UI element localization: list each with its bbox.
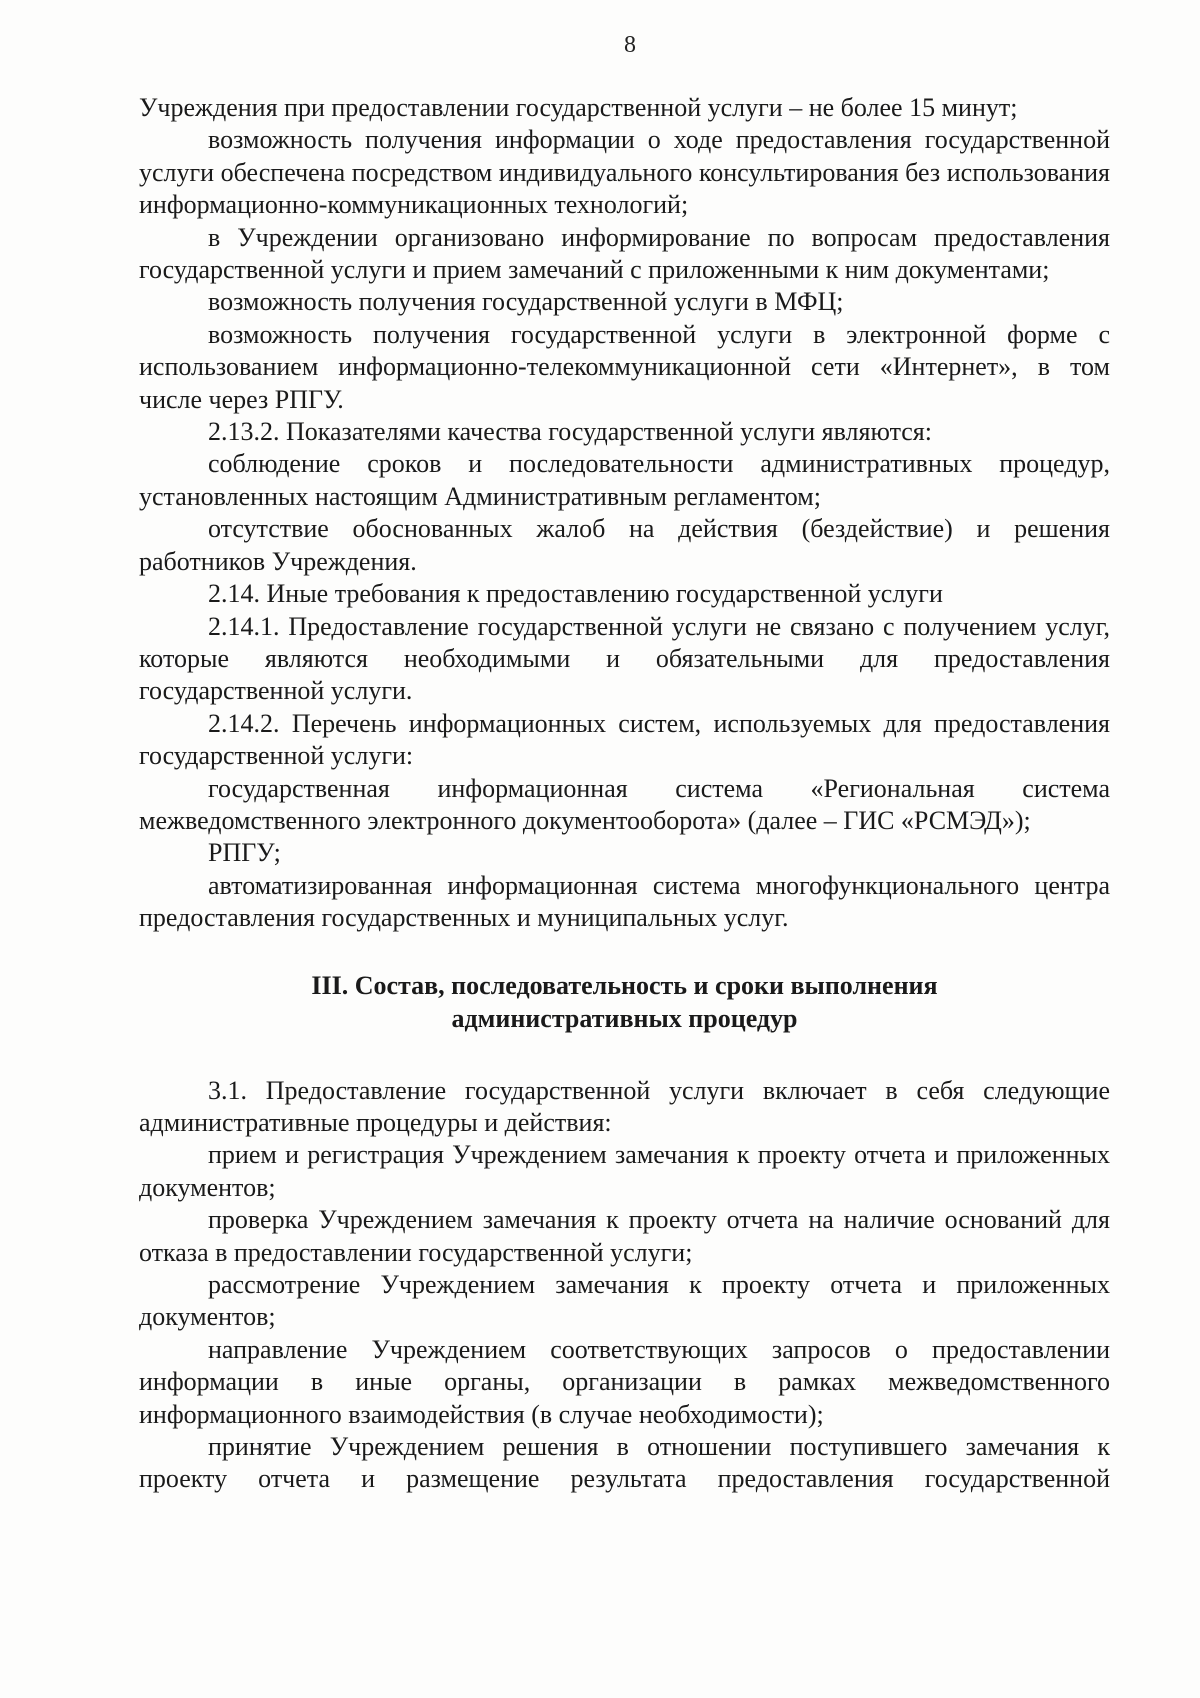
paragraph: 3.1. Предоставление государственной услуги включает в себя следующие административные процедуры и действия: <box>139 1075 1110 1137</box>
paragraph: 2.13.2. Показателями качества государственной услуги являются: <box>208 417 932 447</box>
paragraph: рассмотрение Учреждением замечания к проекту отчета и приложенных документов; <box>139 1270 1110 1332</box>
paragraph: 2.14. Иные требования к предоставлению государственной услуги <box>208 579 943 609</box>
section-heading-line: административных процедур <box>451 1003 798 1033</box>
paragraph: Учреждения при предоставлении государственной услуги – не более 15 минут; <box>139 93 1018 122</box>
paragraph: автоматизированная информационная система многофункционального центра предоставления государственных и муниципальных услуг. <box>139 870 1110 933</box>
paragraph: направление Учреждением соответствующих запросов о предоставлении информации в иные органы, организации в рамках межведомственного информационного взаимодействия (в случае необходимости); <box>139 1334 1110 1429</box>
section-heading-line: III. Состав, последовательность и сроки выполнения <box>311 970 938 1000</box>
document-body <box>139 92 1110 1496</box>
paragraph: соблюдение сроков и последовательности административных процедур, установленных настоящим Административным регламентом; <box>139 449 1110 511</box>
paragraph: 2.14.2. Перечень информационных систем, используемых для предоставления государственной услуги: <box>139 708 1110 771</box>
paragraph: 2.14.1. Предоставление государственной услуги не связано с получением услуг, которые являются необходимыми и обязательными для предоставления государственной услуги. <box>139 611 1110 706</box>
section-heading <box>139 969 1110 1035</box>
paragraph: принятие Учреждением решения в отношении поступившего замечания к проекту отчета и размещение результата предоставления государственной <box>139 1432 1110 1494</box>
page-number: 8 <box>624 32 636 58</box>
paragraph: возможность получения государственной услуги в электронной форме с использованием информационно-телекоммуникационной сети «Интернет», в том числе через РПГУ. <box>139 319 1110 414</box>
paragraph: проверка Учреждением замечания к проекту отчета на наличие оснований для отказа в предоставлении государственной услуги; <box>139 1205 1110 1267</box>
paragraph: государственная информационная система «Региональная система межведомственного электронного документооборота» (далее – ГИС «РСМЭД»); <box>139 773 1110 835</box>
paragraph: прием и регистрация Учреждением замечания к проекту отчета и приложенных документов; <box>139 1140 1110 1202</box>
paragraph: в Учреждении организовано информирование по вопросам предоставления государственной услуги и прием замечаний с приложенными к ним документами; <box>139 222 1110 285</box>
paragraph: РПГУ; <box>208 838 281 868</box>
paragraph: возможность получения информации о ходе предоставления государственной услуги обеспечена посредством индивидуального консультирования без использования информационно-коммуникационных технологий; <box>139 125 1110 220</box>
paragraph: отсутствие обоснованных жалоб на действия (бездействие) и решения работников Учреждения. <box>139 514 1110 576</box>
paragraph: возможность получения государственной услуги в МФЦ; <box>208 287 844 317</box>
